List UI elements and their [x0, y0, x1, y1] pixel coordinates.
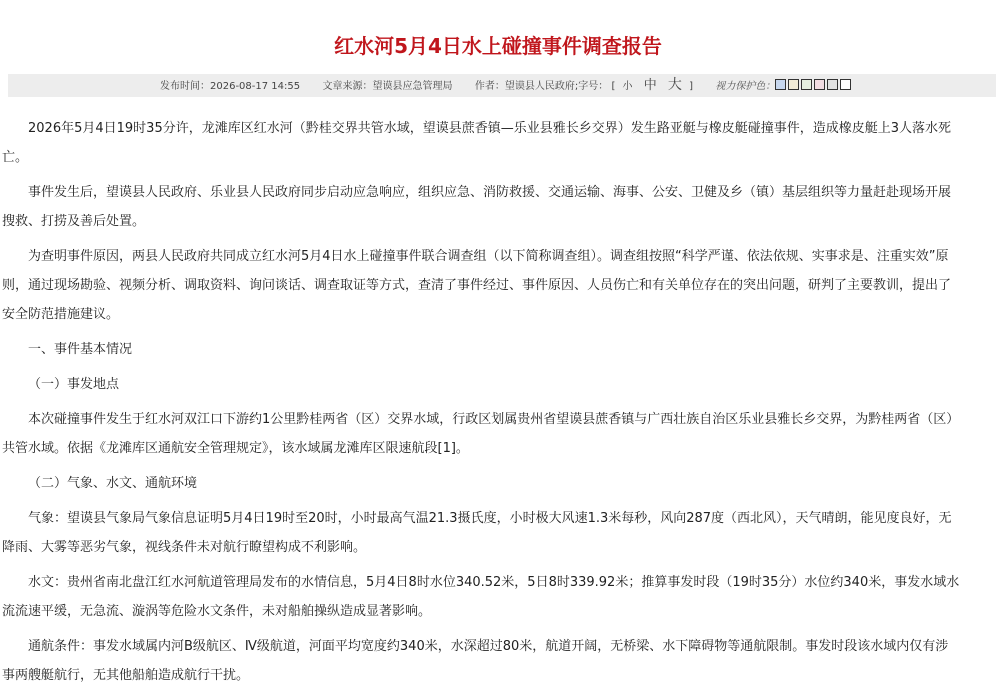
- vision-color-swatches: [775, 75, 853, 98]
- source: 望谟县应急管理局: [372, 81, 453, 92]
- article-paragraph: 2026年5月4日19时35分许，龙滩库区红水河（黔桂交界共管水域，望谟县蔗香镇—乐业县雅长乡交界）发生路亚艇与橡皮艇碰撞事件，造成橡皮艇上3人落水死亡。: [2, 121, 951, 165]
- author-label: 作者：: [474, 81, 505, 92]
- vision-color-swatch[interactable]: [801, 79, 812, 90]
- publish-time-label: 发布时间：: [160, 81, 210, 92]
- publish-time: 2026-08-17 14:55: [210, 81, 301, 92]
- article-meta-content: [160, 74, 853, 98]
- vision-color-swatch[interactable]: [788, 79, 799, 90]
- vision-color-swatch[interactable]: [840, 79, 851, 90]
- vision-protection-label: 视力保护色：: [715, 81, 776, 92]
- vision-color-swatch[interactable]: [775, 79, 786, 90]
- font-size-label: 字号：: [578, 81, 609, 92]
- article-meta-bar: [8, 74, 996, 97]
- article-paragraph: 水文：贵州省南北盘江红水河航道管理局发布的水情信息，5月4日8时水位340.52米，5日8时339.92米；推算事发时段（19时35分）水位约340米，事发水域水流流速平缓，无急流、漩涡等危险水文条件，未对船舶操纵造成显著影响。: [2, 575, 960, 619]
- article-paragraph: 本次碰撞事件发生于红水河双江口下游约1公里黔桂两省（区）交界水域，行政区划属贵州省望谟县蔗香镇与广西壮族自治区乐业县雅长乡交界，为黔桂两省（区）共管水域。依据《龙滩库区通航安全管理规定》，该水域属龙滩库区限速航段[1]。: [2, 412, 960, 456]
- article-paragraph: 事件发生后，望谟县人民政府、乐业县人民政府同步启动应急响应，组织应急、消防救援、交通运输、海事、公安、卫健及乡（镇）基层组织等力量赶赴现场开展搜救、打捞及善后处置。: [2, 185, 952, 229]
- article-paragraph: 气象：望谟县气象局气象信息证明5月4日19时至20时，小时最高气温21.3摄氏度，小时极大风速1.3米每秒，风向287度（西北风），天气晴朗，能见度良好，无降雨、大雾等恶劣气象，视线条件未对航行瞭望构成不利影响。: [2, 511, 952, 555]
- section-heading: （二）气象、水文、通航环境: [28, 476, 198, 491]
- font-size-bracket-close: ]: [689, 81, 694, 92]
- font-size-bracket-open: [: [611, 81, 616, 92]
- font-size-large-button[interactable]: 大: [667, 77, 682, 93]
- source-label: 文章来源：: [322, 81, 373, 92]
- article-body: [0, 114, 960, 696]
- section-heading: （一）事发地点: [28, 377, 120, 392]
- vision-color-swatch[interactable]: [827, 79, 838, 90]
- section-heading: 一、事件基本情况: [28, 342, 133, 357]
- vision-color-swatch[interactable]: [814, 79, 825, 90]
- font-size-medium-button[interactable]: 中: [643, 78, 657, 93]
- article-title: 红水河5月4日水上碰撞事件调查报告: [334, 34, 662, 58]
- font-size-small-button[interactable]: 小: [622, 81, 633, 92]
- author: 望谟县人民政府;: [504, 81, 579, 92]
- article-paragraph: 为查明事件原因，两县人民政府共同成立红水河5月4日水上碰撞事件联合调查组（以下简称调查组）。调查组按照“科学严谨、依法依规、实事求是、注重实效”原则，通过现场勘验、视频分析、调取资料、询问谈话、调查取证等方式，查清了事件经过、事件原因、人员伤亡和有关单位存在的突出问题，研判了主要教训，提出了安全防范措施建议。: [2, 249, 952, 322]
- article-paragraph: 通航条件：事发水域属内河B级航区、Ⅳ级航道，河面平均宽度约340米，水深超过80米，航道开阔，无桥梁、水下障碍物等通航限制。事发时段该水域内仅有涉事两艘艇航行，无其他船舶造成航行干扰。: [2, 639, 949, 683]
